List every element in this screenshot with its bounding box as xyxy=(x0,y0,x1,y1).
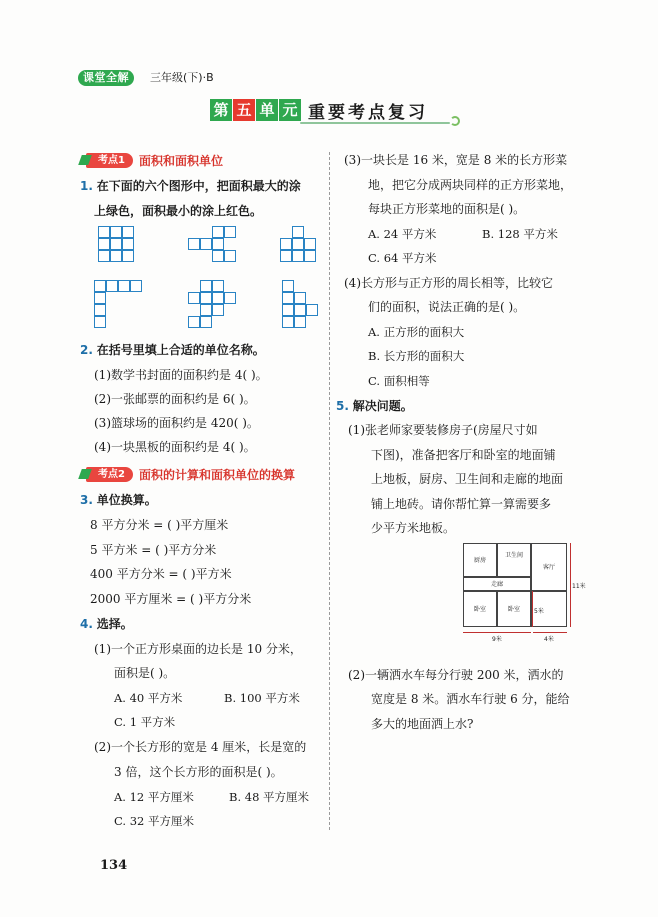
kaodian-tag: 考点2 xyxy=(86,467,133,482)
q4-p3-option-b[interactable]: B. 128 平方米 xyxy=(482,227,558,241)
dim-label-4m: 4米 xyxy=(544,636,554,643)
q2-item-1: (1)数学书封面的面积约是 4( )。 xyxy=(94,368,268,382)
dim-label-9m: 9米 xyxy=(492,636,502,643)
dim-label-11m: 11米 xyxy=(572,583,586,590)
brand-badge: 课堂全解 xyxy=(78,70,134,86)
q4-p3-option-a[interactable]: A. 24 平方米 xyxy=(368,227,437,241)
q5-p2-line1: (2)一辆洒水车每分行驶 200 米，洒水的 xyxy=(348,668,564,682)
q4-p3-line3: 每块正方形菜地的面积是( )。 xyxy=(368,202,526,216)
q5-p1-line4: 铺上地砖。请你帮忙算一算需要多 xyxy=(371,497,552,511)
q4-p1-line1: (1)一个正方形桌面的边长是 10 分米， xyxy=(94,642,302,656)
q4-p4-option-a[interactable]: A. 正方形的面积大 xyxy=(368,325,465,339)
q5-p1-line1: (1)张老师家要装修房子(房屋尺寸如 xyxy=(348,423,538,437)
dim-label-5m: 5米 xyxy=(534,608,544,615)
question-number: 4. xyxy=(80,617,93,631)
unit-char-3: 单 xyxy=(256,99,278,121)
q4-p3-line1: (3)一块长是 16 米，宽是 8 米的长方形菜 xyxy=(344,153,568,167)
q4-p2-option-b[interactable]: B. 48 平方厘米 xyxy=(229,790,310,804)
q2-item-4: (4)一块黑板的面积约是 4( )。 xyxy=(94,440,256,454)
unit-char-4: 元 xyxy=(279,99,301,121)
q4-p4-option-b[interactable]: B. 长方形的面积大 xyxy=(368,349,465,363)
unit-title xyxy=(210,96,428,124)
room-hall: 走廊 xyxy=(463,577,531,591)
q4-p4-line2: 们的面积，说法正确的是( )。 xyxy=(368,300,526,314)
q4-p3-line2: 地，把它分成两块同样的正方形菜地， xyxy=(368,178,573,192)
q4-p1-option-a[interactable]: A. 40 平方米 xyxy=(114,691,183,705)
kaodian-2 xyxy=(86,466,295,482)
q1-line2: 上绿色，面积最小的涂上红色。 xyxy=(94,204,263,218)
q5-title xyxy=(336,398,413,414)
kaodian-title: 面积和面积单位 xyxy=(138,153,223,168)
q4-p1-line2: 面积是( )。 xyxy=(114,666,176,680)
page-number: 134 xyxy=(100,858,128,873)
question-number: 2. xyxy=(80,343,93,357)
q4-p3-option-c[interactable]: C. 64 平方米 xyxy=(368,251,437,265)
q4-p2-line2: 3 倍，这个长方形的面积是( )。 xyxy=(114,765,283,779)
q3-item-2: 5 平方米 = ( )平方分米 xyxy=(90,543,217,557)
q4-p2-line1: (2)一个长方形的宽是 4 厘米，长是宽的 xyxy=(94,740,307,754)
q3-item-4: 2000 平方厘米 = ( )平方分米 xyxy=(90,592,252,606)
q2-title-text: 在括号里填上合适的单位名称。 xyxy=(96,343,265,357)
dim-line-5m xyxy=(532,591,533,627)
q1-text-1: 在下面的六个图形中，把面积最大的涂 xyxy=(96,179,301,193)
q2-item-2: (2)一张邮票的面积约是 6( )。 xyxy=(94,392,256,406)
q5-p1-line2: 下图)，准备把客厅和卧室的地面铺 xyxy=(371,448,556,462)
q5-p1-line5: 少平方米地板。 xyxy=(371,521,456,535)
room-bedroom-1: 卧室 xyxy=(463,591,497,627)
q5-p2-line2: 宽度是 8 米。洒水车行驶 6 分，能给 xyxy=(371,692,570,706)
q4-p4-line1: (4)长方形与正方形的周长相等，比较它 xyxy=(344,276,553,290)
q3-title xyxy=(80,492,157,508)
room-kitchen: 厨房 xyxy=(463,543,497,577)
unit-char-1: 第 xyxy=(210,99,232,121)
q1-line1 xyxy=(80,178,301,194)
title-underline xyxy=(300,122,450,124)
q2-title xyxy=(80,342,265,358)
q4-p2-option-c[interactable]: C. 32 平方厘米 xyxy=(114,814,194,828)
q4-p4-option-c[interactable]: C. 面积相等 xyxy=(368,374,430,388)
kaodian-tag: 考点1 xyxy=(86,153,133,168)
title-swirl-icon xyxy=(450,116,460,126)
room-bedroom-2: 卧室 xyxy=(497,591,531,627)
kaodian-1 xyxy=(86,152,223,168)
unit-title-text: 重要考点复习 xyxy=(308,102,428,123)
q3-title-text: 单位换算。 xyxy=(96,493,157,507)
q4-p1-option-c[interactable]: C. 1 平方米 xyxy=(114,715,176,729)
q4-title xyxy=(80,616,133,632)
column-divider xyxy=(329,152,330,830)
q3-item-1: 8 平方分米 = ( )平方厘米 xyxy=(90,518,229,532)
q5-title-text: 解决问题。 xyxy=(352,399,413,413)
room-living: 客厅 xyxy=(531,543,567,591)
question-number: 3. xyxy=(80,493,93,507)
q5-p1-line3: 上地板，厨房、卫生间和走廊的地面 xyxy=(371,472,564,486)
floor-plan xyxy=(463,543,567,627)
kaodian-title: 面积的计算和面积单位的换算 xyxy=(138,467,295,482)
q5-p2-line3: 多大的地面洒上水? xyxy=(371,717,474,731)
q4-p1-option-b[interactable]: B. 100 平方米 xyxy=(224,691,300,705)
question-number: 5. xyxy=(336,399,349,413)
q3-item-3: 400 平方分米 = ( )平方米 xyxy=(90,567,232,581)
q4-title-text: 选择。 xyxy=(96,617,133,631)
unit-char-2: 五 xyxy=(233,99,255,121)
room-bathroom: 卫生间 xyxy=(497,543,531,577)
series-label: 三年级(下)·B xyxy=(150,71,214,84)
dim-line-height xyxy=(570,543,571,627)
question-number: 1. xyxy=(80,179,93,193)
q4-p2-option-a[interactable]: A. 12 平方厘米 xyxy=(114,790,194,804)
q2-item-3: (3)篮球场的面积约是 420( )。 xyxy=(94,416,259,430)
dim-line-4m xyxy=(533,632,567,633)
dim-line-9m xyxy=(463,632,531,633)
